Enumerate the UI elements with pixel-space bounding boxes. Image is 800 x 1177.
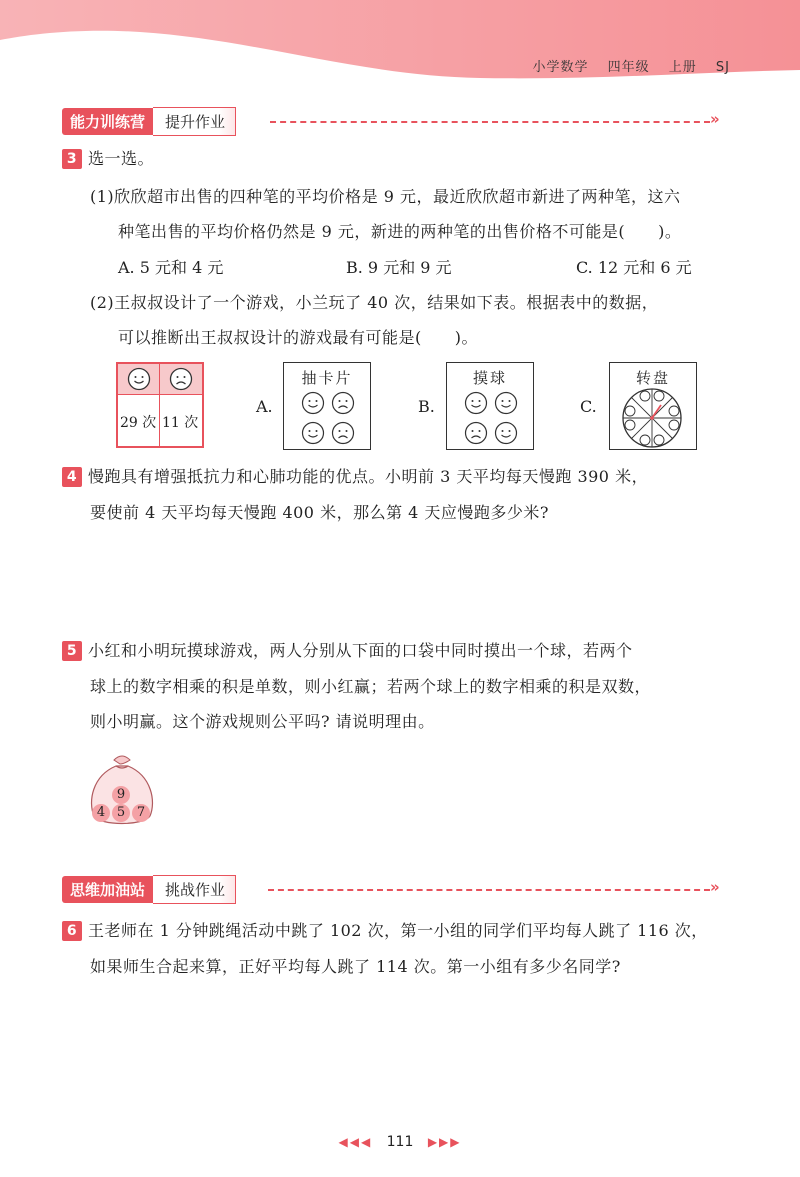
edition-label: SJ [715, 60, 730, 75]
ball-9: 9 [112, 786, 130, 804]
smile-face-icon [127, 367, 151, 391]
table-divider [159, 364, 160, 446]
question-number: 6 [62, 921, 82, 941]
page-number-text: 111 [386, 1134, 414, 1150]
question-number: 4 [62, 467, 82, 487]
question-text: 王老师在 1 分钟跳绳活动中跳了 102 次，第一小组的同学们平均每人跳了 116 次， [88, 921, 708, 940]
option-c-label: C. [580, 397, 597, 416]
volume-label: 上册 [668, 60, 697, 75]
option-b-label: B. [418, 397, 435, 416]
q3-p1-line2: 种笔出售的平均价格仍然是 9 元，新进的两种笔的出售价格不可能是( )。 [118, 222, 682, 241]
section-tag-training [62, 108, 236, 134]
spinner-wheel-icon [621, 387, 683, 449]
q3-p2-line2: 可以推断出王叔叔设计的游戏最有可能是( )。 [118, 328, 478, 347]
book-info [518, 56, 730, 75]
question-number: 3 [62, 149, 82, 169]
ball-4: 4 [92, 804, 110, 822]
question-text: 选一选。 [88, 149, 155, 168]
q3-p1-option-b: B. 9 元和 9 元 [346, 258, 452, 277]
ball-bag-illustration [86, 746, 158, 828]
ball-7: 7 [132, 804, 150, 822]
header-band [0, 0, 800, 95]
card-faces-icon [298, 391, 358, 447]
page-number [0, 1134, 800, 1150]
question-4-line1 [62, 466, 648, 488]
section-subtitle: 挑战作业 [153, 875, 236, 904]
sad-count: 11 次 [162, 415, 199, 431]
q3-p1-option-c: C. 12 元和 6 元 [576, 258, 692, 277]
option-c-spinner-box [609, 362, 697, 450]
happy-count: 29 次 [120, 415, 157, 431]
q3-p2-line1: (2)王叔叔设计了一个游戏，小兰玩了 40 次，结果如下表。根据表中的数据， [90, 293, 659, 312]
q3-p1-line1: (1)欣欣超市出售的四种笔的平均价格是 9 元，最近欣欣超市新进了两种笔，这六 [90, 187, 681, 206]
option-a-title: 抽卡片 [301, 369, 353, 387]
right-arrows-icon: ▶▶▶ [427, 1135, 462, 1149]
section-tag-thinking [62, 876, 236, 902]
section-subtitle: 提升作业 [153, 107, 236, 136]
section-divider [270, 121, 710, 123]
option-c-title: 转盘 [635, 369, 670, 387]
result-table [116, 362, 204, 448]
section-divider [268, 889, 710, 891]
sad-face-icon [169, 367, 193, 391]
option-b-title: 摸球 [472, 369, 507, 387]
question-6-line1 [62, 920, 708, 942]
question-5-line1 [62, 640, 633, 662]
question-5-line2: 球上的数字相乘的积是单数，则小红赢；若两个球上的数字相乘的积是双数， [90, 677, 652, 696]
question-6-line2: 如果师生合起来算，正好平均每人跳了 114 次。第一小组有多少名同学? [90, 957, 621, 976]
question-5-line3: 则小明赢。这个游戏规则公平吗? 请说明理由。 [90, 712, 435, 731]
section-title: 能力训练营 [62, 108, 153, 135]
question-text: 慢跑具有增强抵抗力和心肺功能的优点。小明前 3 天平均每天慢跑 390 米， [88, 467, 649, 486]
option-a-label: A. [256, 397, 273, 416]
grade-label: 四年级 [607, 60, 650, 75]
question-text: 小红和小明玩摸球游戏，两人分别从下面的口袋中同时摸出一个球，若两个 [88, 641, 633, 660]
double-arrow-icon: » [710, 110, 720, 128]
ball-faces-icon [461, 391, 521, 447]
q3-p1-option-a: A. 5 元和 4 元 [118, 258, 224, 277]
section-title: 思维加油站 [62, 876, 153, 903]
question-4-line2: 要使前 4 天平均每天慢跑 400 米，那么第 4 天应慢跑多少米? [90, 503, 549, 522]
option-b-ball-box [446, 362, 534, 450]
subject-label: 小学数学 [532, 60, 589, 75]
left-arrows-icon: ◀◀◀ [338, 1135, 373, 1149]
double-arrow-icon: » [710, 878, 720, 896]
question-3-title [62, 148, 154, 170]
option-a-card-box [283, 362, 371, 450]
question-number: 5 [62, 641, 82, 661]
ball-5: 5 [112, 804, 130, 822]
